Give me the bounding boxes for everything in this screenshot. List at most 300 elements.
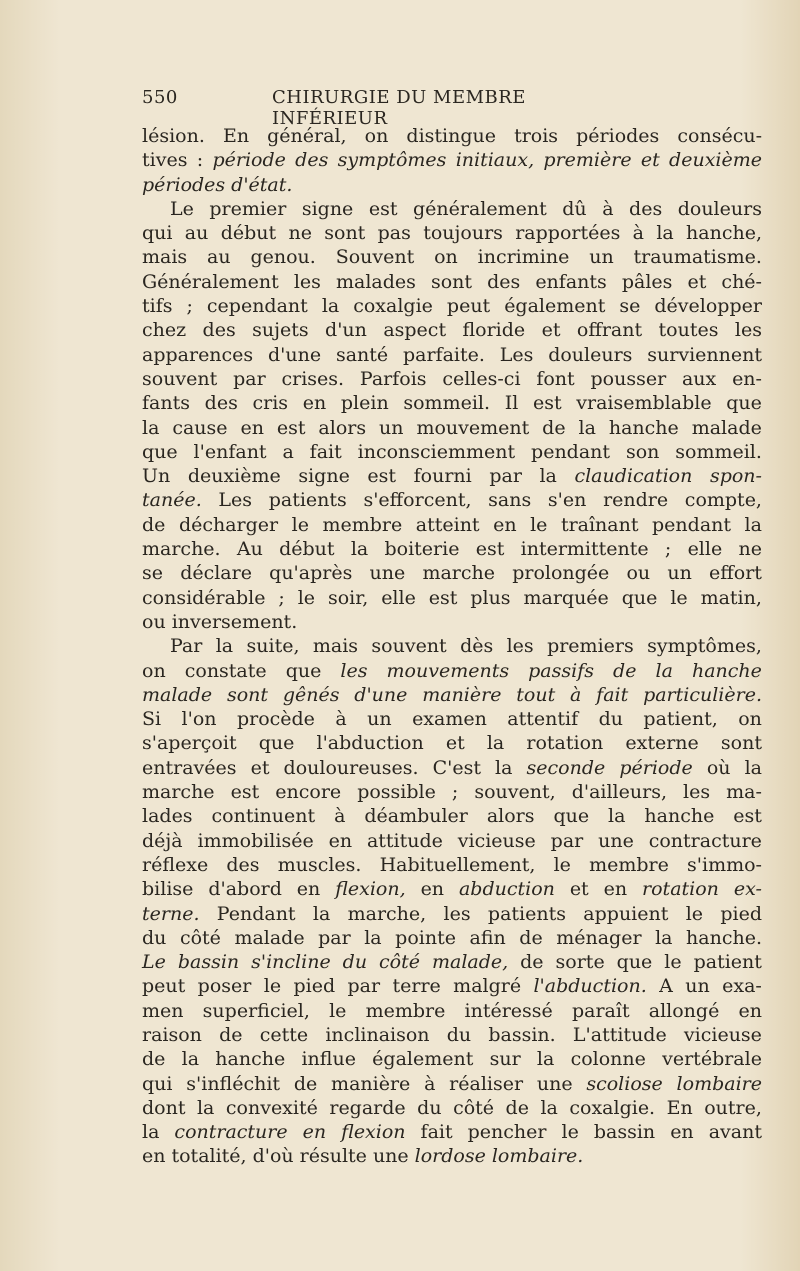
word: lades bbox=[142, 805, 193, 828]
word: s'infléchit bbox=[186, 1072, 281, 1095]
italic-word: abduction bbox=[458, 878, 555, 901]
word: le bbox=[553, 853, 571, 876]
word: sommeil. bbox=[403, 392, 491, 415]
word: manière bbox=[331, 1072, 411, 1095]
word: rendre bbox=[603, 489, 669, 512]
text-line bbox=[142, 950, 762, 974]
italic-word: gênés bbox=[282, 683, 340, 706]
word: en bbox=[493, 513, 517, 536]
word: distingue bbox=[406, 125, 496, 147]
word: premier bbox=[209, 197, 287, 220]
word: s'immo- bbox=[687, 853, 762, 876]
word: par bbox=[318, 926, 351, 949]
word: douloureuses. bbox=[283, 756, 419, 779]
word: la bbox=[142, 416, 160, 439]
italic-word: manière bbox=[422, 683, 502, 706]
italic-word: lombaire. bbox=[491, 1145, 584, 1168]
italic-word: d'état. bbox=[231, 173, 293, 196]
text-line bbox=[142, 999, 762, 1023]
word: à bbox=[602, 197, 614, 220]
text-line bbox=[142, 926, 762, 950]
word: que bbox=[142, 440, 178, 463]
word: également bbox=[504, 295, 606, 318]
word: Un bbox=[142, 465, 171, 488]
text-line bbox=[142, 173, 762, 197]
word: outre, bbox=[704, 1096, 762, 1119]
word: atteint bbox=[415, 513, 480, 536]
word: continuent bbox=[211, 805, 316, 828]
word: un bbox=[379, 416, 404, 439]
italic-word: s'incline bbox=[251, 951, 331, 974]
italic-word: flexion, bbox=[335, 878, 406, 901]
word: de bbox=[293, 1072, 318, 1095]
word: en bbox=[302, 392, 327, 415]
text-line bbox=[142, 513, 762, 537]
word: Si bbox=[142, 708, 162, 731]
word: on bbox=[434, 246, 458, 269]
word: de bbox=[505, 1096, 529, 1119]
text-line bbox=[142, 416, 762, 440]
italic-word: et bbox=[640, 149, 660, 172]
word: possible bbox=[357, 781, 436, 804]
word: sorte bbox=[555, 951, 605, 974]
word: la bbox=[181, 1048, 200, 1071]
word: membre bbox=[589, 853, 669, 876]
word: peut bbox=[142, 975, 186, 998]
word: d'abord bbox=[208, 878, 282, 901]
italic-word: en bbox=[302, 1121, 327, 1144]
word: par bbox=[489, 465, 522, 488]
word: signe bbox=[301, 197, 354, 220]
word: tives bbox=[142, 149, 188, 172]
word: en bbox=[670, 1121, 694, 1144]
text-line bbox=[142, 1047, 762, 1071]
word: sujets bbox=[252, 319, 309, 342]
italic-word: des bbox=[295, 149, 329, 172]
text-line bbox=[142, 1096, 762, 1120]
word: d'une bbox=[268, 343, 322, 366]
word: à bbox=[334, 805, 346, 828]
word: patients bbox=[268, 489, 347, 512]
italic-word: scoliose bbox=[586, 1072, 663, 1095]
word: pointe bbox=[395, 926, 456, 949]
word: souvent, bbox=[474, 781, 556, 804]
word: malades bbox=[335, 270, 416, 293]
word: soir, bbox=[327, 586, 369, 609]
italic-word: tout bbox=[516, 683, 556, 706]
italic-word: Le bbox=[142, 951, 166, 974]
italic-word: sont bbox=[226, 683, 269, 706]
word: du bbox=[417, 1096, 442, 1119]
word: bilise bbox=[142, 878, 194, 901]
word: la bbox=[215, 635, 234, 658]
word: sont bbox=[430, 270, 473, 293]
word: la bbox=[350, 538, 369, 561]
page-number: 550 bbox=[142, 87, 178, 108]
word: que bbox=[285, 659, 322, 682]
word: hanche bbox=[215, 1048, 286, 1071]
italic-word: période bbox=[619, 756, 693, 779]
word: mais bbox=[312, 635, 359, 658]
word: toujours bbox=[423, 222, 503, 245]
word: sont bbox=[720, 732, 762, 755]
word: la bbox=[486, 732, 505, 755]
word: la bbox=[744, 513, 762, 536]
word: poser bbox=[197, 975, 252, 998]
word: par bbox=[347, 975, 381, 998]
word: aspect bbox=[383, 319, 447, 342]
word: suite, bbox=[246, 635, 300, 658]
text-line bbox=[142, 974, 762, 998]
word: boiterie bbox=[384, 538, 460, 561]
word: dû bbox=[562, 197, 587, 220]
word: genou. bbox=[250, 246, 316, 269]
word: du bbox=[142, 926, 167, 949]
word: ne bbox=[738, 538, 762, 561]
word: en- bbox=[732, 367, 762, 390]
word: traumatisme. bbox=[633, 246, 762, 269]
word: de bbox=[519, 926, 543, 949]
word: afin bbox=[469, 926, 506, 949]
italic-word: mouvements bbox=[386, 659, 510, 682]
word: fait bbox=[309, 440, 342, 463]
word: la bbox=[536, 1048, 555, 1071]
word: hanche bbox=[644, 805, 715, 828]
word: de bbox=[142, 513, 166, 536]
word: pencher bbox=[467, 1121, 547, 1144]
word: totalité, bbox=[171, 1145, 247, 1168]
running-header bbox=[142, 87, 628, 129]
text-line bbox=[142, 318, 762, 342]
word: celles-ci bbox=[442, 367, 521, 390]
word: superficiel, bbox=[202, 999, 310, 1022]
word: réaliser bbox=[449, 1072, 524, 1095]
word: d'un bbox=[325, 319, 367, 342]
word: enfants bbox=[535, 270, 607, 293]
word: se bbox=[619, 295, 641, 318]
text-line bbox=[142, 124, 762, 148]
word: des bbox=[487, 270, 521, 293]
word: elle bbox=[687, 538, 723, 561]
word: A bbox=[659, 975, 673, 998]
word: en bbox=[296, 878, 321, 901]
word: encore bbox=[275, 781, 342, 804]
word: rapportées bbox=[515, 222, 621, 245]
italic-word: lordose bbox=[414, 1145, 486, 1168]
word: cris bbox=[252, 392, 289, 415]
word: également bbox=[372, 1048, 474, 1071]
word: marquée bbox=[523, 586, 609, 609]
word: Parfois bbox=[359, 367, 427, 390]
word: l'abduction bbox=[316, 732, 424, 755]
word: fourni bbox=[413, 465, 472, 488]
word: souvent bbox=[371, 635, 447, 658]
word: Il bbox=[504, 392, 519, 415]
word: elle bbox=[381, 586, 416, 609]
word: la bbox=[196, 1096, 215, 1119]
word: deuxième bbox=[187, 465, 281, 488]
word: bassin. bbox=[488, 1023, 556, 1046]
word: la bbox=[608, 805, 626, 828]
italic-word: spon- bbox=[709, 465, 762, 488]
word: déjà bbox=[142, 829, 183, 852]
word: les bbox=[443, 902, 471, 925]
word: que bbox=[616, 951, 653, 974]
text-line bbox=[142, 294, 762, 318]
text-line bbox=[142, 804, 762, 828]
word: une bbox=[372, 1145, 409, 1168]
word: constate bbox=[184, 659, 267, 682]
word: par bbox=[550, 829, 584, 852]
word: le bbox=[530, 513, 548, 536]
word: le bbox=[263, 975, 282, 998]
italic-word: hanche bbox=[691, 659, 762, 682]
word: mais bbox=[142, 246, 188, 269]
word: le bbox=[670, 586, 688, 609]
text-line bbox=[142, 659, 762, 683]
word: s'efforcent, bbox=[363, 489, 472, 512]
word: plus bbox=[470, 586, 511, 609]
word: Les bbox=[499, 343, 534, 366]
word: vicieuse bbox=[457, 829, 536, 852]
word: coxalgie. bbox=[569, 1096, 656, 1119]
word: un bbox=[667, 562, 692, 585]
word: on bbox=[364, 125, 389, 147]
word: est bbox=[475, 538, 505, 561]
word: marche bbox=[422, 562, 496, 585]
word: que bbox=[726, 392, 762, 415]
word: des bbox=[204, 392, 238, 415]
word: cependant bbox=[206, 295, 308, 318]
text-line bbox=[142, 780, 762, 804]
text-line bbox=[142, 148, 762, 172]
word: cette bbox=[259, 1023, 309, 1046]
italic-word: tanée. bbox=[142, 489, 202, 512]
word: ; bbox=[278, 586, 285, 609]
italic-word: à bbox=[570, 683, 582, 706]
word: ou bbox=[626, 562, 651, 585]
word: et bbox=[445, 732, 465, 755]
word: en bbox=[240, 416, 264, 439]
word: membre bbox=[322, 513, 403, 536]
word: le bbox=[561, 1121, 579, 1144]
word: symptômes, bbox=[647, 635, 762, 658]
word: et bbox=[541, 319, 561, 342]
word: côté bbox=[453, 1096, 495, 1119]
italic-word: symptômes bbox=[337, 149, 447, 172]
word: pendant bbox=[652, 513, 732, 536]
italic-word: lombaire bbox=[676, 1072, 762, 1095]
text-line bbox=[142, 537, 762, 561]
word: Les bbox=[218, 489, 253, 512]
word: on bbox=[142, 659, 166, 682]
word: Généralement bbox=[142, 270, 279, 293]
word: et bbox=[687, 270, 707, 293]
word: marche. bbox=[142, 538, 221, 561]
word: est bbox=[230, 781, 260, 804]
word: l'on bbox=[181, 708, 217, 731]
word: qui bbox=[142, 1072, 173, 1095]
word: aux bbox=[681, 367, 717, 390]
text-line bbox=[142, 853, 762, 877]
text-line bbox=[142, 197, 762, 221]
word: les bbox=[293, 270, 321, 293]
word: inconsciemment bbox=[357, 440, 516, 463]
word: colonne bbox=[570, 1048, 646, 1071]
word: membre bbox=[365, 999, 446, 1022]
word: sommeil. bbox=[675, 440, 762, 463]
italic-word: flexion bbox=[341, 1121, 406, 1144]
text-line bbox=[142, 367, 762, 391]
word: examen bbox=[412, 708, 487, 731]
word: en bbox=[142, 1145, 166, 1168]
word: un bbox=[685, 975, 710, 998]
word: le bbox=[291, 513, 309, 536]
italic-word: l'abduction. bbox=[533, 975, 647, 998]
word: que bbox=[258, 732, 295, 755]
text-line bbox=[142, 1023, 762, 1047]
text-line bbox=[142, 245, 762, 269]
word: externe bbox=[625, 732, 699, 755]
word: inversement. bbox=[171, 610, 298, 633]
word: men bbox=[142, 999, 184, 1022]
text-line bbox=[142, 343, 762, 367]
word: s'aperçoit bbox=[142, 732, 237, 755]
italic-word: ex- bbox=[733, 878, 762, 901]
text-line bbox=[142, 1072, 762, 1096]
word: de bbox=[142, 1048, 166, 1071]
text-line bbox=[142, 1120, 762, 1144]
word: le bbox=[297, 586, 316, 609]
word: traînant bbox=[560, 513, 639, 536]
word: entravées bbox=[142, 756, 237, 779]
word: le bbox=[685, 902, 704, 925]
word: vraisemblable bbox=[576, 392, 712, 415]
word: patients bbox=[487, 902, 566, 925]
word: périodes bbox=[576, 125, 660, 147]
word: intéressé bbox=[464, 999, 553, 1022]
word: une bbox=[369, 562, 406, 585]
italic-word: rotation bbox=[642, 878, 719, 901]
running-title: CHIRURGIE DU MEMBRE INFÉRIEUR bbox=[272, 87, 526, 129]
word: Pendant bbox=[216, 902, 296, 925]
word: en bbox=[420, 878, 445, 901]
word: parfaite. bbox=[402, 343, 485, 366]
word: apparences bbox=[142, 343, 254, 366]
word: ; bbox=[186, 295, 193, 318]
word: du bbox=[598, 708, 623, 731]
word: avant bbox=[708, 1121, 762, 1144]
word: appuient bbox=[583, 902, 669, 925]
word: plein bbox=[340, 392, 389, 415]
word: la bbox=[744, 756, 762, 779]
word: en bbox=[738, 999, 762, 1022]
text-line bbox=[142, 610, 762, 634]
word: floride bbox=[462, 319, 526, 342]
word: attitude bbox=[366, 829, 443, 852]
word: au bbox=[184, 222, 209, 245]
word: la bbox=[312, 902, 331, 925]
word: la bbox=[539, 465, 557, 488]
word: dès bbox=[460, 635, 494, 658]
word: L'attitude bbox=[572, 1023, 667, 1046]
word: à bbox=[335, 708, 347, 731]
word: s'en bbox=[547, 489, 587, 512]
word: pied bbox=[720, 902, 762, 925]
italic-word: première bbox=[543, 149, 632, 172]
word: développer bbox=[654, 295, 762, 318]
word: ché- bbox=[721, 270, 762, 293]
word: santé bbox=[335, 343, 389, 366]
italic-word: du bbox=[342, 951, 368, 974]
word: est bbox=[368, 197, 398, 220]
italic-word: de bbox=[613, 659, 637, 682]
word: marche bbox=[142, 781, 215, 804]
word: muscles. bbox=[277, 853, 362, 876]
word: crises. bbox=[281, 367, 345, 390]
text-line bbox=[142, 440, 762, 464]
word: réflexe bbox=[142, 853, 209, 876]
word: convexité bbox=[225, 1096, 318, 1119]
word: en bbox=[603, 878, 628, 901]
word: surviennent bbox=[647, 343, 762, 366]
word: où bbox=[706, 756, 731, 779]
word: à bbox=[424, 1072, 436, 1095]
word: souvent bbox=[142, 367, 218, 390]
word: terre bbox=[392, 975, 441, 998]
word: vertébrale bbox=[662, 1048, 762, 1071]
word: une bbox=[536, 1072, 573, 1095]
word: ; bbox=[451, 781, 459, 804]
word: son bbox=[625, 440, 660, 463]
word: est bbox=[428, 586, 458, 609]
word: un bbox=[589, 246, 614, 269]
word: d'ailleurs, bbox=[571, 781, 667, 804]
text-line bbox=[142, 586, 762, 610]
word: ; bbox=[664, 538, 672, 561]
text-line bbox=[142, 634, 762, 658]
word: décharger bbox=[178, 513, 279, 536]
word: au bbox=[207, 246, 231, 269]
word: influe bbox=[301, 1048, 356, 1071]
italic-word: la bbox=[655, 659, 673, 682]
word: qui bbox=[142, 222, 173, 245]
word: douleurs bbox=[677, 197, 762, 220]
word: considérable bbox=[142, 586, 266, 609]
word: matin, bbox=[700, 586, 762, 609]
word: Habituellement, bbox=[379, 853, 536, 876]
word: sans bbox=[488, 489, 532, 512]
word: la bbox=[142, 1121, 160, 1144]
italic-word: côté bbox=[379, 951, 420, 974]
word: pendant bbox=[531, 440, 611, 463]
italic-word: terne. bbox=[142, 902, 200, 925]
word: bassin bbox=[593, 1121, 656, 1144]
word: la bbox=[540, 1096, 558, 1119]
italic-word: contracture bbox=[174, 1121, 288, 1144]
word: En bbox=[666, 1096, 693, 1119]
word: résulte bbox=[299, 1145, 367, 1168]
word: intermittente bbox=[520, 538, 649, 561]
word: en bbox=[328, 829, 353, 852]
text-line bbox=[142, 756, 762, 780]
word: effort bbox=[709, 562, 762, 585]
word: paraît bbox=[571, 999, 630, 1022]
word: ne bbox=[288, 222, 312, 245]
word: début bbox=[279, 538, 335, 561]
word: se bbox=[142, 562, 163, 585]
word: la bbox=[656, 222, 674, 245]
